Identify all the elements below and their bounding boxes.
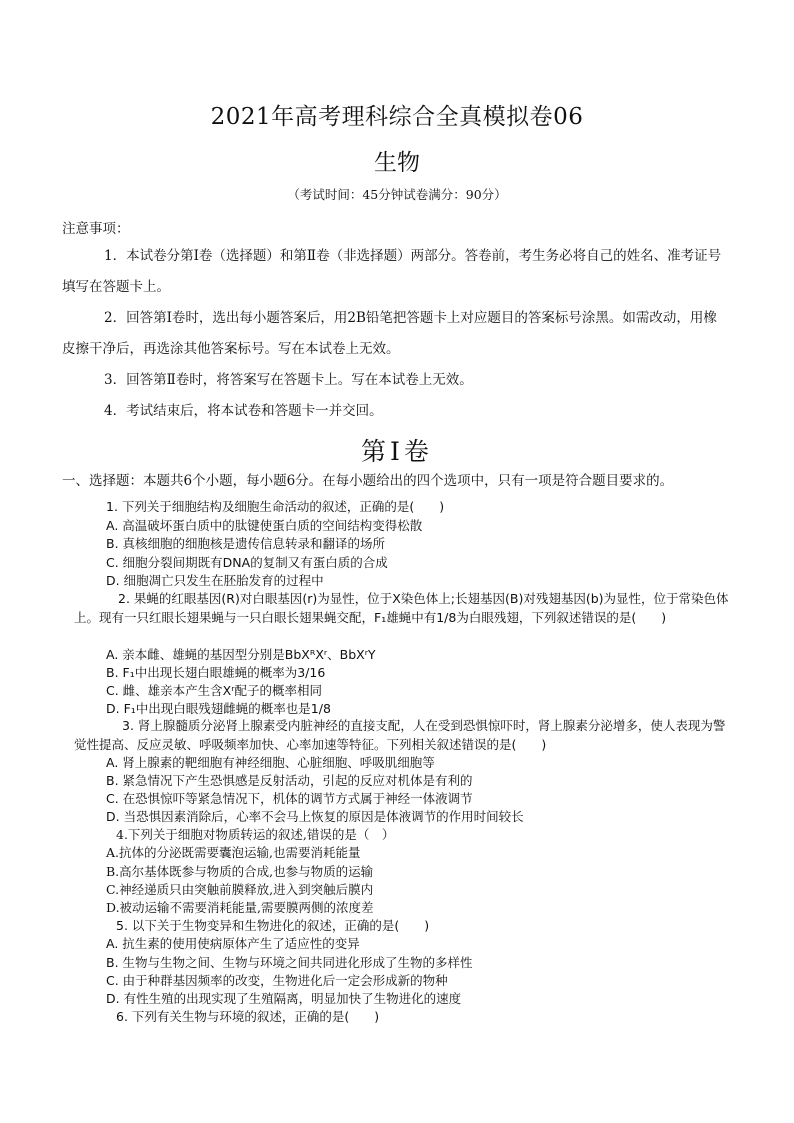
question-stem: 5. 以下关于生物变异和生物进化的叙述，正确的是( ) bbox=[116, 918, 430, 933]
question-option: B. 真核细胞的细胞核是遗传信息转录和翻译的场所 bbox=[106, 536, 386, 551]
subject-title: 生物 bbox=[374, 150, 420, 176]
question-option: D. 细胞凋亡只发生在胚胎发育的过程中 bbox=[106, 573, 324, 588]
question-option: C. 由于种群基因频率的改变，生物进化后一定会形成新的物种 bbox=[106, 973, 448, 988]
question-option: A.抗体的分泌既需要囊泡运输,也需要消耗能量 bbox=[106, 845, 361, 860]
question-option: D. F₁中出现白眼残翅雌蝇的概率也是1/8 bbox=[106, 701, 331, 716]
note-item: 3．回答第Ⅱ卷时，将答案写在答题卡上。写在本试卷上无效。 bbox=[104, 372, 473, 388]
question-option: A. 亲本雌、雄蝇的基因型分别是BbXᴿXʳ、BbXʳY bbox=[106, 647, 376, 662]
note-item: 2．回答第Ⅰ卷时，选出每小题答案后，用2B铅笔把答题卡上对应题目的答案标号涂黑。如需改动，用橡皮擦干净后，再选涂其他答案标号。写在本试卷上无效。 bbox=[62, 310, 717, 357]
question-option: D. 当恐惧因素消除后，心率不会马上恢复的原因是体液调节的作用时间较长 bbox=[106, 809, 524, 824]
question-option: C.神经递质只由突触前膜释放,进入到突触后膜内 bbox=[106, 882, 374, 897]
note-item: 1．本试卷分第Ⅰ卷（选择题）和第Ⅱ卷（非选择题）两部分。答卷前，考生务必将自己的姓名、准考证号填写在答题卡上。 bbox=[62, 248, 722, 295]
question-option: B. F₁中出现长翅白眼雄蝇的概率为3/16 bbox=[106, 665, 326, 680]
question-stem: 1. 下列关于细胞结构及细胞生命活动的叙述，正确的是( ) bbox=[106, 499, 445, 514]
question-option: C. 在恐惧惊吓等紧急情况下，机体的调节方式属于神经一体液调节 bbox=[106, 791, 473, 806]
question-option: A. 高温破坏蛋白质中的肽键使蛋白质的空间结构变得松散 bbox=[106, 518, 423, 533]
question-option: B. 紧急情况下产生恐惧感是反射活动，引起的反应对机体是有利的 bbox=[106, 773, 473, 788]
question-option: A. 肾上腺素的靶细胞有神经细胞、心脏细胞、呼吸肌细胞等 bbox=[106, 755, 435, 770]
question-option: C. 细胞分裂间期既有DNA的复制又有蛋白质的合成 bbox=[106, 555, 388, 570]
volume-title: 第Ⅰ卷 bbox=[361, 437, 433, 466]
question-option: D.被动运输不需要消耗能量,需要膜两侧的浓度差 bbox=[106, 900, 374, 915]
question-stem: 4.下列关于细胞对物质转运的叙述,错误的是（ ） bbox=[116, 827, 395, 842]
notes-title: 注意事项： bbox=[62, 221, 130, 237]
section-title: 一、选择题：本题共6个小题，每小题6分。在每小题给出的四个选项中，只有一项是符合题目要求的。 bbox=[62, 473, 674, 489]
question-option: D. 有性生殖的出现实现了生殖隔离，明显加快了生物进化的速度 bbox=[106, 991, 462, 1006]
question-option: C. 雌、雄亲本产生含Xʳ配子的概率相同 bbox=[106, 683, 322, 698]
question-option: B.高尔基体既参与物质的合成,也参与物质的运输 bbox=[106, 864, 374, 879]
exam-title: 2021年高考理科综合全真模拟卷06 bbox=[210, 104, 584, 130]
question-stem: 3. 肾上腺髓质分泌肾上腺素受内脏神经的直接支配，人在受到恐惧惊吓时，肾上腺素分泌增多，使人表现为警觉性提高、反应灵敏、呼吸频率加快、心率加速等特征。下列相关叙述错误的是( ) bbox=[74, 718, 726, 752]
question-option: A. 抗生素的使用使病原体产生了适应性的变异 bbox=[106, 936, 360, 951]
note-item: 4．考试结束后，将本试卷和答题卡一并交回。 bbox=[104, 403, 383, 419]
exam-info: （考试时间：45分钟试卷满分：90分） bbox=[287, 187, 507, 202]
question-option: B. 生物与生物之间、生物与环境之间共同进化形成了生物的多样性 bbox=[106, 955, 473, 970]
question-stem: 6. 下列有关生物与环境的叙述，正确的是( ) bbox=[116, 1009, 380, 1024]
question-stem: 2. 果蝇的红眼基因(R)对白眼基因(r)为显性，位于X染色体上;长翅基因(B)对残翅基因(b)为显性，位于常染色体上。现有一只红眼长翅果蝇与一只白眼长翅果蝇交配，F₁雄蝇中有1/8为白眼残翅，下列叙述错误的是( ) bbox=[74, 591, 729, 625]
